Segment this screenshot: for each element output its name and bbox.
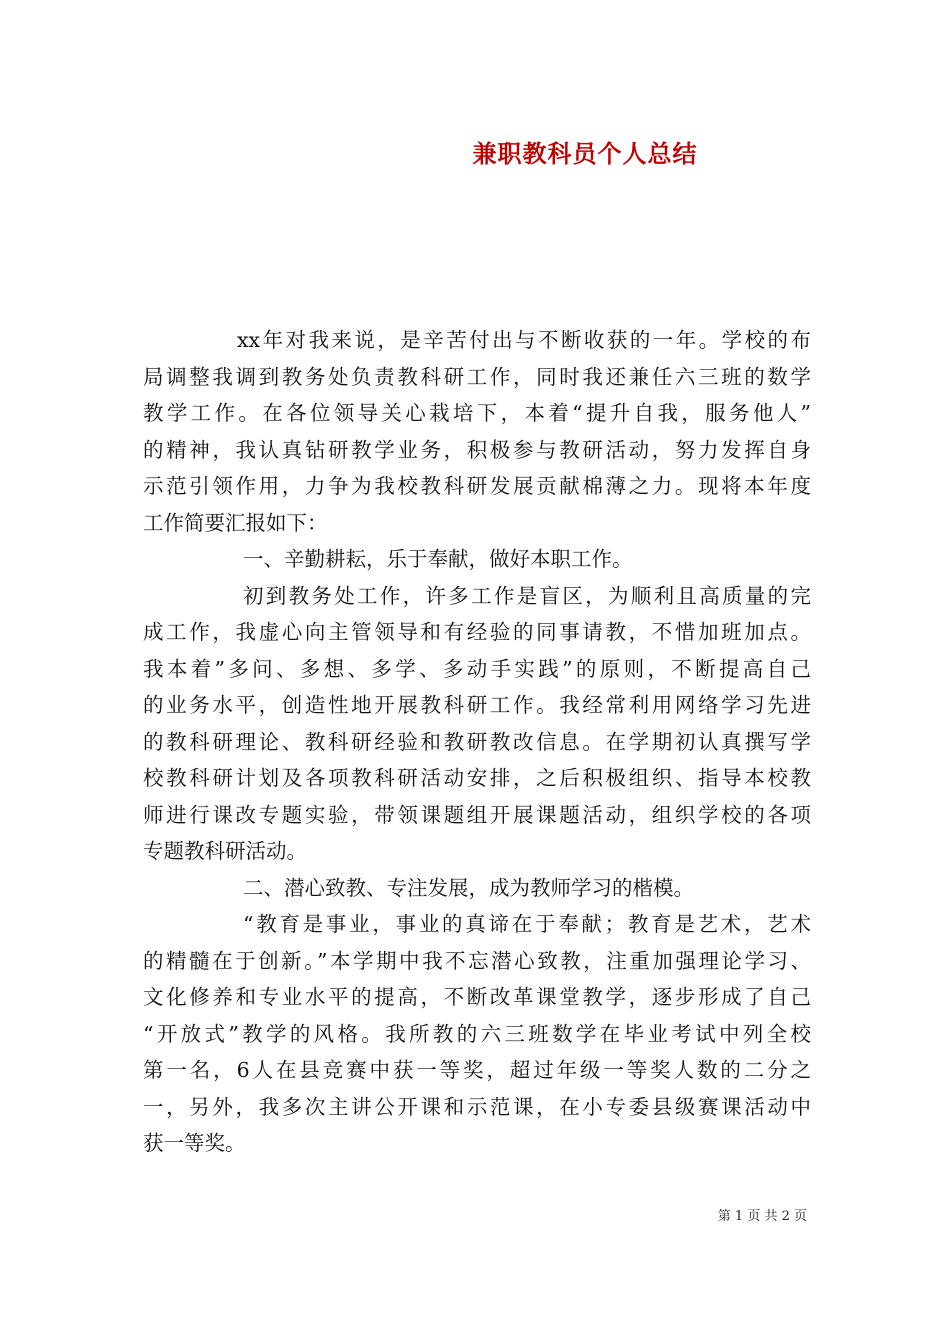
paragraph-line: 教学工作。在各位领导关心栽培下，本着“提升自我，服务他人” xyxy=(143,401,811,425)
paragraph-line: 的业务水平，创造性地开展教科研工作。我经常利用网络学习先进 xyxy=(143,693,811,717)
paragraph-line: 的精髓在于创新。”本学期中我不忘潜心致教，注重加强理论学习、 xyxy=(143,948,811,973)
paragraph-line: 获一等奖。 xyxy=(143,1131,246,1155)
page-number: 第 1 页 共 2 页 xyxy=(717,1209,807,1224)
paragraph-line: 专题教科研活动。 xyxy=(143,839,307,863)
paragraph-line: xx年对我来说，是辛苦付出与不断收获的一年。学校的布 xyxy=(237,328,811,352)
paragraph-line: 文化修养和专业水平的提高，不断改革课堂教学，逐步形成了自己 xyxy=(143,985,811,1009)
paragraph-line: 示范引领作用，力争为我校教科研发展贡献棉薄之力。现将本年度 xyxy=(143,474,811,498)
paragraph-line: 的教科研理论、教科研经验和教研教改信息。在学期初认真撰写学 xyxy=(143,729,811,754)
paragraph-line: 我本着”多问、多想、多学、多动手实践”的原则，不断提高自己 xyxy=(143,656,811,681)
paragraph-line: 局调整我调到教务处负责教科研工作，同时我还兼任六三班的数学 xyxy=(143,364,811,389)
section-heading: 二、潜心致教、专注发展，成为教师学习的楷模。 xyxy=(243,875,694,900)
paragraph-line: 成工作，我虚心向主管领导和有经验的同事请教，不惜加班加点。 xyxy=(143,620,811,644)
paragraph-line: 校教科研计划及各项教科研活动安排，之后积极组织、指导本校教 xyxy=(143,766,811,790)
document-body xyxy=(143,322,811,1162)
paragraph-line: 第一名，6人在县竞赛中获一等奖，超过年级一等奖人数的二分之 xyxy=(143,1058,811,1082)
paragraph-line: 初到教务处工作，许多工作是盲区，为顺利且高质量的完 xyxy=(243,583,811,608)
paragraph-line: 师进行课改专题实验，带领课题组开展课题活动，组织学校的各项 xyxy=(143,802,811,827)
paragraph-line: 工作简要汇报如下： xyxy=(143,510,328,535)
document-title: 兼职教科员个人总结 xyxy=(472,139,698,168)
paragraph-line: 一，另外，我多次主讲公开课和示范课，在小专委县级赛课活动中 xyxy=(143,1094,811,1119)
section-heading: 一、辛勤耕耘，乐于奉献，做好本职工作。 xyxy=(243,547,633,571)
paragraph-line: “开放式”教学的风格。我所教的六三班数学在毕业考试中列全校 xyxy=(143,1021,811,1046)
paragraph-line: 的精神，我认真钻研教学业务，积极参与教研活动，努力发挥自身 xyxy=(143,437,811,462)
paragraph-line: “教育是事业，事业的真谛在于奉献；教育是艺术，艺术 xyxy=(243,912,811,936)
